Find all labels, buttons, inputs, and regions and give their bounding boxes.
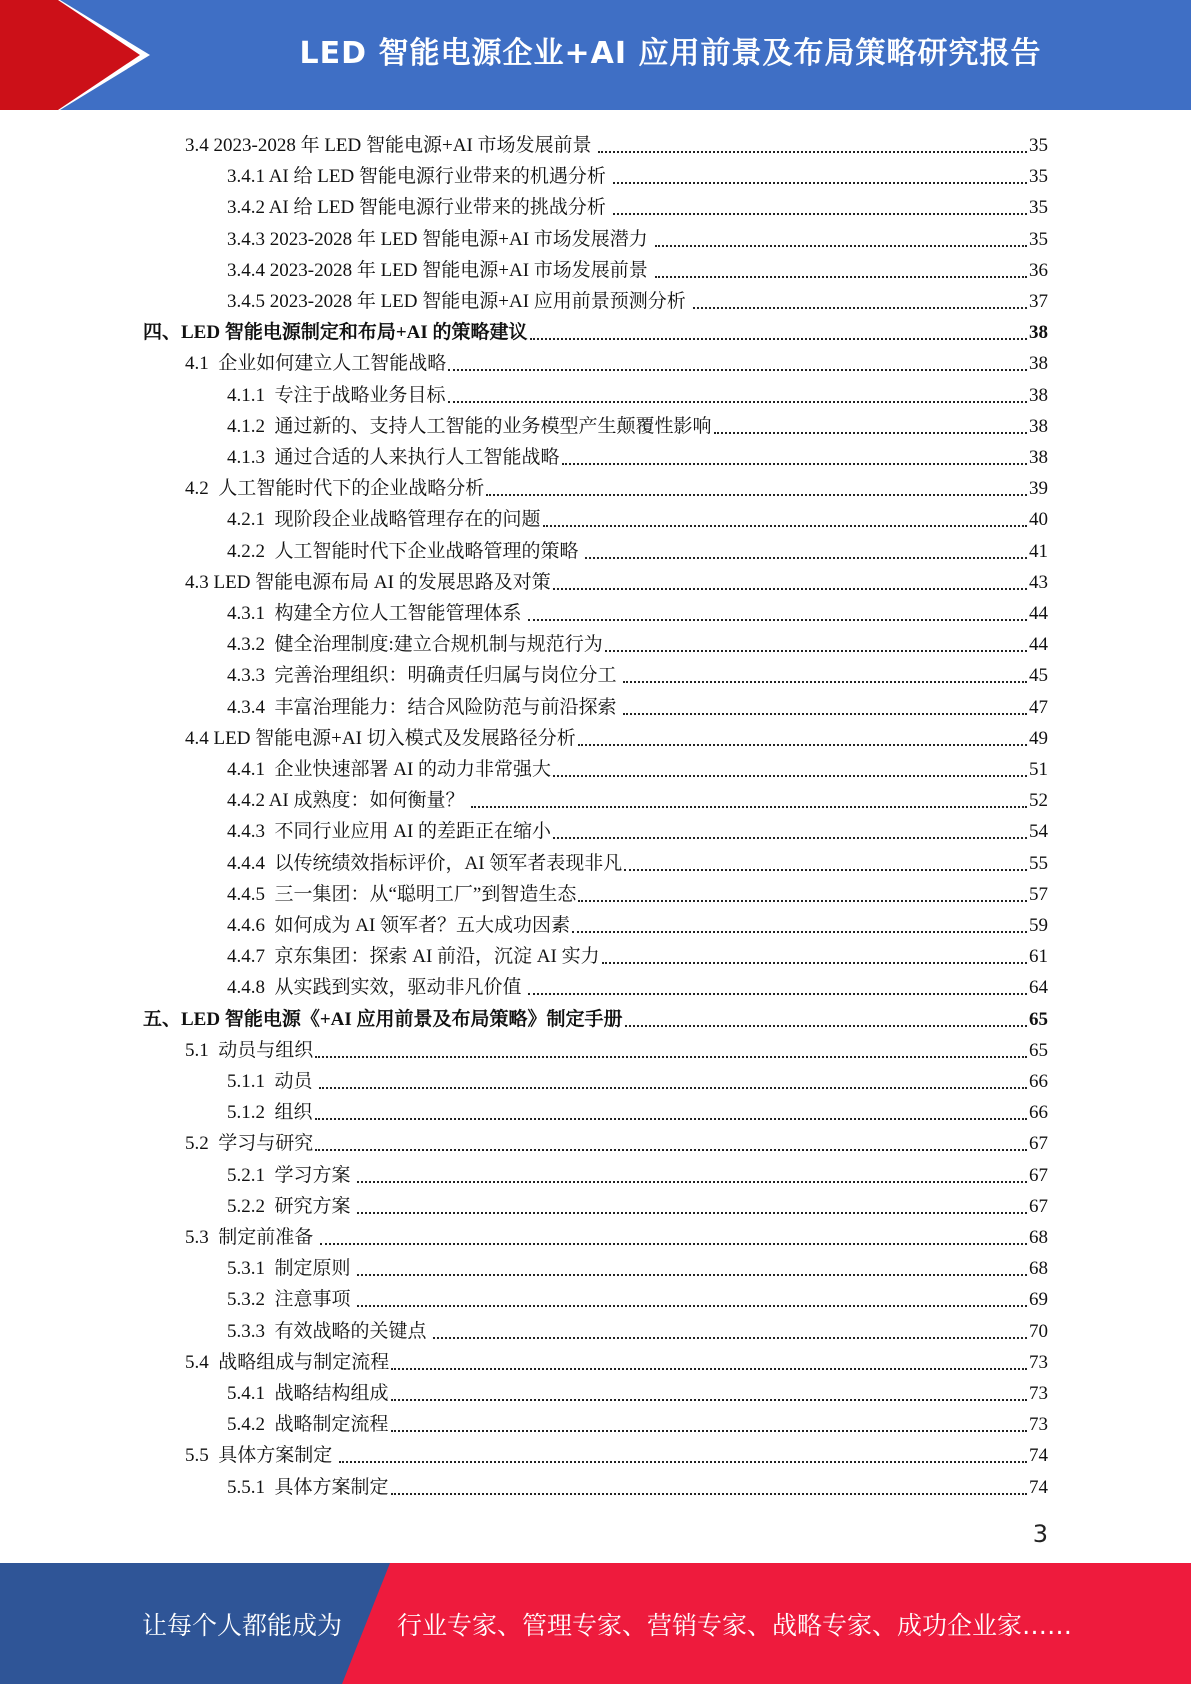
toc-entry-page: 67 xyxy=(1029,1195,1048,1217)
toc-entry-page: 59 xyxy=(1029,915,1048,936)
toc-entry-title: 3.4.5 2023-2028 年 LED 智能电源+AI 应用前景预测分析 xyxy=(227,291,691,312)
toc-entry[interactable] xyxy=(227,408,1048,439)
toc-entry-page: 69 xyxy=(1029,1289,1048,1311)
toc-entry-page: 73 xyxy=(1029,1383,1048,1404)
toc-dot-leader xyxy=(315,1055,1027,1058)
toc-entry[interactable] xyxy=(227,1157,1048,1188)
toc-entry-page: 47 xyxy=(1029,696,1048,718)
toc-entry[interactable] xyxy=(227,377,1048,408)
toc-entry-page: 67 xyxy=(1029,1133,1048,1155)
toc-entry-title: 4.4.5 三一集团：从“聪明工厂”到智造生态 xyxy=(227,883,577,905)
toc-dot-leader xyxy=(624,868,1027,871)
toc-dot-leader xyxy=(553,587,1027,590)
toc-entry-page: 73 xyxy=(1029,1351,1048,1373)
toc-entry-title: 5.2.1 学习方案 xyxy=(227,1164,356,1186)
toc-entry-title: 3.4.4 2023-2028 年 LED 智能电源+AI 市场发展前景 xyxy=(227,259,653,281)
footer-slogan-right: 行业专家、管理专家、营销专家、战略专家、成功企业家…… xyxy=(397,1610,1073,1640)
toc-entry-title: 4.1.3 通过合适的人来执行人工智能战略 xyxy=(227,447,560,468)
toc-entry-title: 4.2.2 人工智能时代下企业战略管理的策略 xyxy=(227,540,584,562)
toc-entry-title: 3.4.3 2023-2028 年 LED 智能电源+AI 市场发展潜力 xyxy=(227,228,653,250)
toc-dot-leader xyxy=(585,556,1027,559)
toc-dot-leader xyxy=(391,1429,1027,1432)
toc-entry[interactable] xyxy=(227,689,1048,720)
toc-entry-title: 3.4.1 AI 给 LED 智能电源行业带来的机遇分析 xyxy=(227,166,611,188)
toc-entry[interactable] xyxy=(227,782,1048,813)
toc-entry-title: 4.4.2 AI 成熟度：如何衡量？ xyxy=(227,790,470,812)
toc-entry-title: 4.2 人工智能时代下的企业战略分析 xyxy=(185,478,485,500)
toc-entry-title: 4.3.3 完善治理组织：明确责任归属与岗位分工 xyxy=(227,665,622,687)
toc-entry-title: 3.4 2023-2028 年 LED 智能电源+AI 市场发展前景 xyxy=(185,135,597,156)
toc-entry[interactable] xyxy=(227,283,1048,314)
toc-entry-title: 5.5.1 具体方案制定 xyxy=(227,1476,389,1498)
toc-dot-leader xyxy=(562,462,1027,465)
toc-entry-page: 66 xyxy=(1029,1102,1048,1124)
toc-entry[interactable] xyxy=(185,345,1048,376)
document-title: LED 智能电源企业+AI 应用前景及布局策略研究报告 xyxy=(299,36,1042,71)
toc-entry-page: 35 xyxy=(1029,197,1048,219)
toc-entry-title: 4.1.1 专注于战略业务目标 xyxy=(227,384,446,406)
toc-entry[interactable] xyxy=(227,657,1048,688)
toc-entry-title: 4.3.1 构建全方位人工智能管理体系 xyxy=(227,603,527,624)
toc-dot-leader xyxy=(578,743,1027,746)
toc-entry-page: 37 xyxy=(1029,291,1048,312)
toc-entry-title: 4.4.1 企业快速部署 AI 的动力非常强大 xyxy=(227,759,552,780)
toc-dot-leader xyxy=(391,1492,1027,1495)
toc-dot-leader xyxy=(572,930,1027,933)
toc-dot-leader xyxy=(714,431,1027,434)
toc-entry-title: 4.4.6 如何成为 AI 领军者？五大成功因素 xyxy=(227,915,571,936)
toc-entry-page: 70 xyxy=(1029,1320,1048,1342)
toc-entry-page: 43 xyxy=(1029,571,1048,593)
toc-dot-leader xyxy=(602,961,1027,964)
toc-entry-title: 5.4.2 战略制定流程 xyxy=(227,1414,389,1436)
toc-dot-leader xyxy=(543,524,1027,527)
toc-dot-leader xyxy=(319,1086,1027,1089)
toc-entry-page: 61 xyxy=(1029,946,1048,968)
toc-entry[interactable] xyxy=(185,1344,1048,1375)
toc-entry-page: 66 xyxy=(1029,1071,1048,1092)
toc-entry-page: 36 xyxy=(1029,259,1048,281)
toc-entry[interactable] xyxy=(185,1032,1048,1063)
toc-dot-leader xyxy=(623,680,1027,683)
toc-entry[interactable] xyxy=(227,876,1048,907)
toc-entry-page: 38 xyxy=(1029,415,1048,437)
footer-slogan-left: 让每个人都能成为 xyxy=(142,1610,343,1640)
toc-dot-leader xyxy=(433,1336,1027,1339)
toc-entry[interactable] xyxy=(227,845,1048,876)
toc-entry-title: 4.3 LED 智能电源布局 AI 的发展思路及对策 xyxy=(185,571,551,593)
toc-entry[interactable] xyxy=(227,907,1048,938)
toc-entry[interactable] xyxy=(227,751,1048,782)
toc-dot-leader xyxy=(471,805,1027,808)
toc-entry[interactable] xyxy=(227,938,1048,969)
toc-entry-page: 57 xyxy=(1029,883,1048,905)
toc-entry[interactable] xyxy=(227,1281,1048,1312)
toc-entry[interactable] xyxy=(227,439,1048,470)
toc-entry-title: 4.4.4 以传统绩效指标评价，AI 领军者表现非凡 xyxy=(227,852,623,874)
toc-entry-page: 67 xyxy=(1029,1164,1048,1186)
toc-dot-leader xyxy=(693,306,1027,309)
toc-entry-title: 5.4.1 战略结构组成 xyxy=(227,1383,389,1404)
toc-entry[interactable] xyxy=(227,969,1048,1000)
toc-entry-title: 5.1.1 动员 xyxy=(227,1071,318,1092)
toc-entry[interactable] xyxy=(185,127,1048,158)
toc-entry-page: 51 xyxy=(1029,759,1048,780)
toc-dot-leader xyxy=(598,150,1027,153)
toc-entry-title: 5.5 具体方案制定 xyxy=(185,1445,338,1467)
toc-dot-leader xyxy=(613,212,1027,215)
toc-entry-title: 5.1.2 组织 xyxy=(227,1102,313,1124)
toc-dot-leader xyxy=(315,1148,1027,1151)
toc-entry-page: 55 xyxy=(1029,852,1048,874)
toc-entry-page: 40 xyxy=(1029,509,1048,531)
toc-dot-leader xyxy=(553,774,1027,777)
toc-entry[interactable] xyxy=(227,1406,1048,1437)
toc-entry-page: 49 xyxy=(1029,727,1048,749)
toc-entry[interactable] xyxy=(185,1125,1048,1156)
toc-dot-leader xyxy=(357,1304,1027,1307)
toc-entry-page: 35 xyxy=(1029,166,1048,188)
toc-entry-title: 5.2.2 研究方案 xyxy=(227,1195,356,1217)
toc-dot-leader xyxy=(553,836,1027,839)
toc-entry[interactable] xyxy=(227,252,1048,283)
toc-entry-page: 45 xyxy=(1029,665,1048,687)
toc-dot-leader xyxy=(528,992,1027,995)
toc-dot-leader xyxy=(605,649,1027,652)
toc-entry-title: 5.4 战略组成与制定流程 xyxy=(185,1351,390,1373)
toc-entry-page: 73 xyxy=(1029,1414,1048,1436)
toc-entry[interactable] xyxy=(227,1313,1048,1344)
toc-entry[interactable] xyxy=(185,564,1048,595)
toc-entry-page: 68 xyxy=(1029,1227,1048,1248)
header-banner xyxy=(0,0,1191,110)
toc-entry[interactable] xyxy=(227,189,1048,220)
toc-entry-title: 5.3.2 注意事项 xyxy=(227,1289,356,1311)
toc-dot-leader xyxy=(391,1367,1027,1370)
toc-entry-page: 74 xyxy=(1029,1476,1048,1498)
toc-entry[interactable] xyxy=(227,1063,1048,1094)
toc-entry-title: 4.4.7 京东集团：探索 AI 前沿，沉淀 AI 实力 xyxy=(227,946,600,968)
toc-entry[interactable] xyxy=(227,158,1048,189)
toc-entry-title: 4.3.2 健全治理制度:建立合规机制与规范行为 xyxy=(227,634,603,656)
toc-entry[interactable] xyxy=(227,1094,1048,1125)
toc-entry-title: 5.3.1 制定原则 xyxy=(227,1258,356,1280)
toc-entry-page: 38 xyxy=(1029,322,1048,344)
toc-entry[interactable] xyxy=(227,813,1048,844)
toc-entry-page: 68 xyxy=(1029,1258,1048,1280)
header-arrow-decoration xyxy=(0,0,150,110)
toc-entry-title: 五、LED 智能电源《+AI 应用前景及布局策略》制定手册 xyxy=(143,1008,623,1030)
toc-entry[interactable] xyxy=(185,1219,1048,1250)
toc-dot-leader xyxy=(315,1117,1027,1120)
toc-entry-page: 44 xyxy=(1029,603,1048,624)
page-number: 3 xyxy=(1032,1520,1048,1548)
toc-entry[interactable] xyxy=(227,1375,1048,1406)
toc-dot-leader xyxy=(448,400,1027,403)
toc-entry-page: 44 xyxy=(1029,634,1048,656)
toc-entry-title: 4.4 LED 智能电源+AI 切入模式及发展路径分析 xyxy=(185,727,576,749)
toc-entry-title: 4.1 企业如何建立人工智能战略 xyxy=(185,353,447,375)
toc-dot-leader xyxy=(613,181,1027,184)
toc-entry-page: 35 xyxy=(1029,135,1048,156)
toc-entry[interactable] xyxy=(227,221,1048,252)
toc-entry[interactable] xyxy=(227,626,1048,657)
toc-dot-leader xyxy=(655,244,1027,247)
toc-entry-page: 65 xyxy=(1029,1039,1048,1061)
toc-entry[interactable] xyxy=(227,533,1048,564)
toc-entry-page: 52 xyxy=(1029,790,1048,812)
toc-entry-title: 5.3.3 有效战略的关键点 xyxy=(227,1320,432,1342)
toc-entry-title: 5.3 制定前准备 xyxy=(185,1227,319,1248)
toc-entry-page: 54 xyxy=(1029,821,1048,843)
toc-entry[interactable] xyxy=(227,1188,1048,1219)
toc-dot-leader xyxy=(357,1180,1027,1183)
toc-dot-leader xyxy=(623,712,1027,715)
toc-entry-title: 5.2 学习与研究 xyxy=(185,1133,314,1155)
toc-entry-title: 4.1.2 通过新的、支持人工智能的业务模型产生颠覆性影响 xyxy=(227,415,712,437)
toc-dot-leader xyxy=(625,1024,1027,1027)
toc-entry-page: 65 xyxy=(1029,1008,1048,1030)
toc-dot-leader xyxy=(320,1242,1027,1245)
toc-entry[interactable] xyxy=(143,314,1048,345)
toc-entry[interactable] xyxy=(227,1250,1048,1281)
toc-entry-page: 64 xyxy=(1029,977,1048,999)
toc-dot-leader xyxy=(655,275,1027,278)
toc-dot-leader xyxy=(530,337,1027,340)
toc-entry[interactable] xyxy=(143,1001,1048,1032)
toc-entry-page: 41 xyxy=(1029,540,1048,562)
toc-entry-page: 38 xyxy=(1029,384,1048,406)
toc-entry-page: 35 xyxy=(1029,228,1048,250)
footer-banner xyxy=(0,1563,1191,1684)
toc-entry[interactable] xyxy=(227,501,1048,532)
toc-dot-leader xyxy=(578,899,1027,902)
toc-dot-leader xyxy=(528,618,1027,621)
toc-dot-leader xyxy=(357,1273,1027,1276)
toc-entry[interactable] xyxy=(227,595,1048,626)
toc-entry-page: 74 xyxy=(1029,1445,1048,1467)
toc-entry-title: 4.4.3 不同行业应用 AI 的差距正在缩小 xyxy=(227,821,552,843)
toc-entry[interactable] xyxy=(185,720,1048,751)
toc-entry-title: 四、LED 智能电源制定和布局+AI 的策略建议 xyxy=(143,322,528,344)
toc-entry-title: 4.4.8 从实践到实效，驱动非凡价值 xyxy=(227,977,527,999)
toc-entry-page: 38 xyxy=(1029,447,1048,468)
toc-entry[interactable] xyxy=(227,1469,1048,1500)
toc-dot-leader xyxy=(448,368,1027,371)
toc-entry-page: 38 xyxy=(1029,353,1048,375)
toc-entry-title: 4.3.4 丰富治理能力：结合风险防范与前沿探索 xyxy=(227,696,622,718)
toc-entry-page: 39 xyxy=(1029,478,1048,500)
toc-entry[interactable] xyxy=(185,1437,1048,1468)
toc-dot-leader xyxy=(486,493,1027,496)
toc-entry-title: 3.4.2 AI 给 LED 智能电源行业带来的挑战分析 xyxy=(227,197,611,219)
toc-entry-title: 5.1 动员与组织 xyxy=(185,1039,314,1061)
toc-dot-leader xyxy=(339,1460,1027,1463)
toc-entry-title: 4.2.1 现阶段企业战略管理存在的问题 xyxy=(227,509,541,531)
toc-dot-leader xyxy=(357,1211,1027,1214)
toc-dot-leader xyxy=(391,1398,1027,1401)
toc-entry[interactable] xyxy=(185,470,1048,501)
